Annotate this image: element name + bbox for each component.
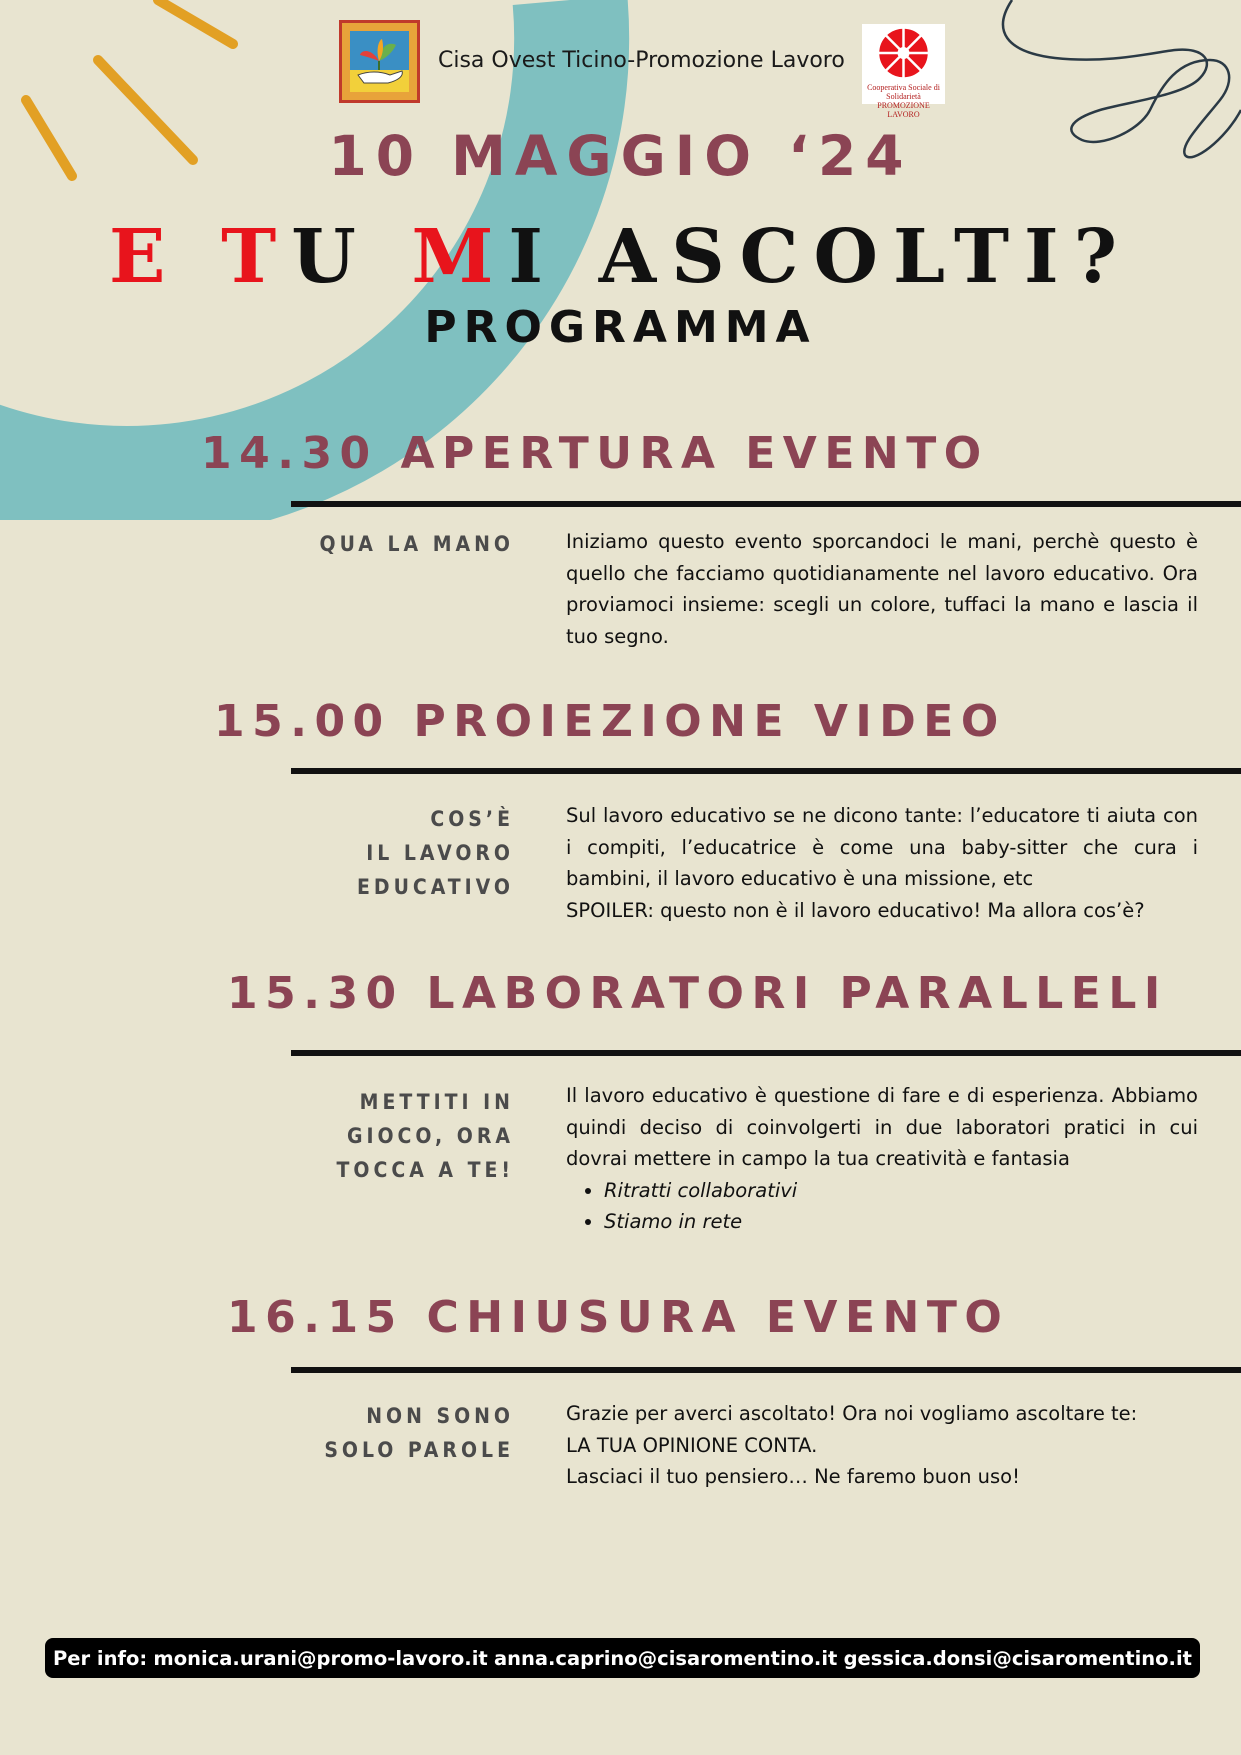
section-paragraph: Il lavoro educativo è questione di fare e di esperienza. Abbiamo quindi deciso di coinvolgerti in due laboratori pratici in cui dovrai mettere in campo la tua creatività e fantasia (566, 1084, 1198, 1170)
title-fragment-ascolti: I ASCOLTI? (508, 214, 1133, 300)
workshop-list (566, 1175, 1198, 1238)
section-heading-workshops: 15.30 LABORATORI PARALLELI (227, 968, 1168, 1019)
section-label-workshops (270, 1085, 514, 1187)
section-text-closing (566, 1398, 1198, 1493)
title-letter-m: M (411, 214, 509, 300)
section-paragraph: Grazie per averci ascoltato! Ora noi vogliamo ascoltare te: (566, 1402, 1138, 1425)
title-letter-t: T (221, 214, 292, 300)
section-heading-video: 15.00 PROIEZIONE VIDEO (214, 696, 1006, 747)
title-space (180, 214, 221, 300)
label-line: TOCCA A TE! (336, 1158, 514, 1182)
list-item: • Ritratti collaborativi (604, 1175, 1198, 1207)
label-line: EDUCATIVO (356, 875, 514, 899)
red-wheel-logo-icon (862, 24, 945, 119)
section-text-workshops (566, 1080, 1198, 1238)
email-link[interactable]: monica.urani@promo-lavoro.it (153, 1646, 488, 1670)
section-label-closing (270, 1399, 514, 1467)
program-subtitle: PROGRAMMA (424, 302, 817, 353)
email-link[interactable]: anna.caprino@cisaromentino.it (493, 1646, 838, 1670)
section-text-opening (566, 526, 1198, 652)
list-item: • Stiamo in rete (604, 1206, 1198, 1238)
contact-footer (45, 1638, 1200, 1678)
label-line: IL LAVORO (366, 841, 514, 865)
section-paragraph: Lasciaci il tuo pensiero… Ne faremo buon uso! (566, 1465, 1020, 1488)
event-date: 10 MAGGIO ‘24 (328, 124, 913, 188)
label-line: QUA LA MANO (319, 532, 514, 556)
section-paragraph: SPOILER: questo non è il lavoro educativo! Ma allora cos’è? (566, 898, 1145, 922)
footer-label: Per info: (53, 1646, 148, 1670)
section-label-opening (270, 527, 514, 561)
section-paragraph: Iniziamo questo evento sporcandoci le mani, perchè questo è quello che facciamo quotidianamente nel lavoro educativo. Ora proviamoci insieme: scegli un colore, tuffaci la mano e lascia il tuo segno. (566, 530, 1198, 648)
hand-plant-logo-icon (339, 20, 420, 103)
label-line: METTITI IN (359, 1090, 514, 1114)
section-heading-opening: 14.30 APERTURA EVENTO (201, 428, 989, 479)
section-divider (291, 1050, 1241, 1056)
section-divider (291, 1367, 1241, 1373)
section-divider (291, 501, 1241, 507)
right-logo-caption: Cooperativa Sociale di Solidarietà PROMOZIONE LAVORO (867, 83, 940, 119)
title-fragment-u: U (291, 214, 412, 300)
section-paragraph: LA TUA OPINIONE CONTA. (566, 1433, 818, 1457)
email-link[interactable]: gessica.donsi@cisaromentino.it (843, 1646, 1192, 1670)
title-letter-e: E (108, 214, 181, 300)
section-label-video (270, 802, 514, 904)
label-line: NON SONO (366, 1404, 514, 1428)
section-paragraph: Sul lavoro educativo se ne dicono tante: l’educatore ti aiuta con i compiti, l’educatrice è come una baby-sitter che cura i bambini, il lavoro educativo è una missione, etc (566, 804, 1198, 890)
label-line: SOLO PAROLE (324, 1438, 514, 1462)
organization-name: Cisa Ovest Ticino-Promozione Lavoro (438, 48, 845, 73)
label-line: GIOCO, ORA (346, 1124, 514, 1148)
event-title (0, 214, 1241, 300)
section-divider (291, 768, 1241, 774)
section-heading-closing: 16.15 CHIUSURA EVENTO (227, 1292, 1010, 1343)
label-line: COS’È (430, 807, 514, 831)
section-text-video (566, 800, 1198, 926)
